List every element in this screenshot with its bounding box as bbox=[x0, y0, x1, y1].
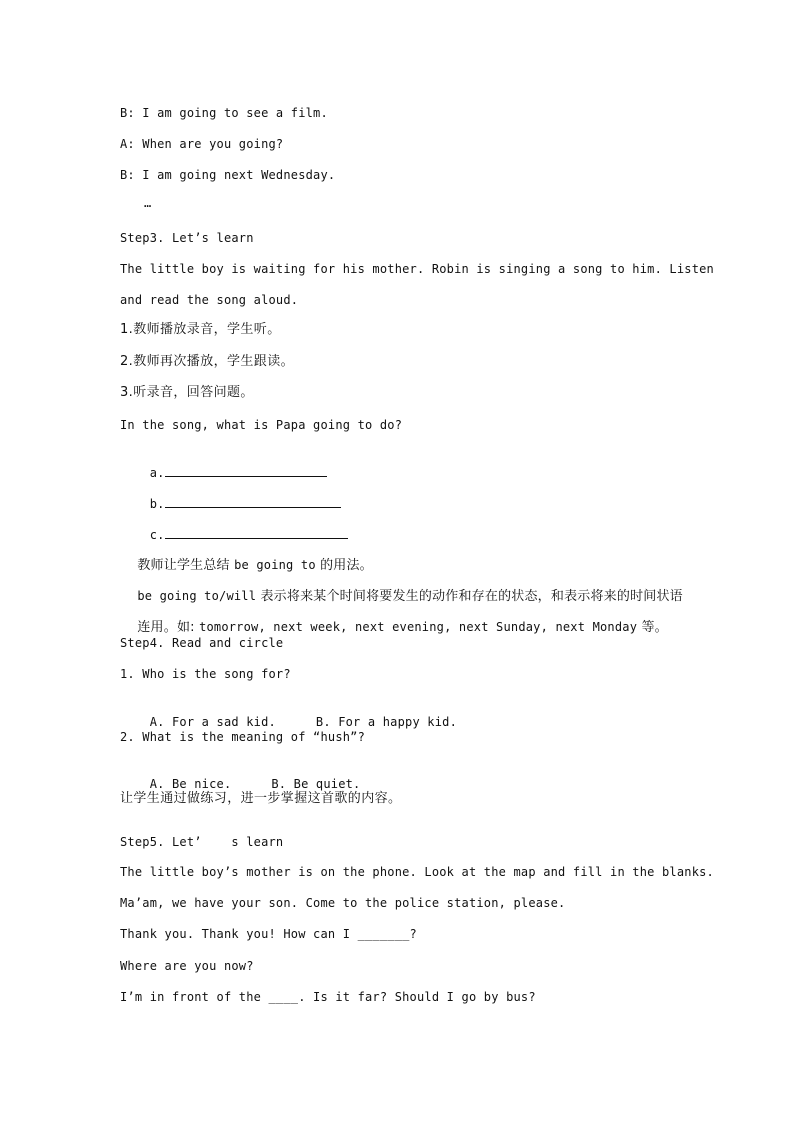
step3-usage-line-2-suffix: 等。 bbox=[637, 620, 668, 635]
step3-usage-line-1-rest: 表示将来某个时间将要发生的动作和存在的状态，和表示将来的时间状语 bbox=[256, 589, 683, 604]
step5-line-3: Where are you now? bbox=[120, 959, 254, 973]
dialogue-line-b2: B: I am going next Wednesday. bbox=[120, 168, 336, 182]
step3-intro-line-2: and read the song aloud. bbox=[120, 293, 299, 307]
step4-q2-option-b: B. Be quiet. bbox=[271, 777, 361, 791]
step5-intro: The little boy’s mother is on the phone. Look at the map and fill in the blanks. bbox=[120, 865, 714, 879]
dialogue-line-a1: A: When are you going? bbox=[120, 137, 284, 151]
step3-item-1: 1.教师播放录音，学生听。 bbox=[120, 322, 281, 337]
answer-blank-a-line bbox=[165, 464, 327, 477]
step5-line-2: Thank you. Thank you! How can I _______? bbox=[120, 927, 417, 941]
dialogue-line-b1: B: I am going to see a film. bbox=[120, 106, 328, 120]
step5-line-4: I’m in front of the ____. Is it far? Should I go by bus? bbox=[120, 990, 536, 1004]
step3-summary-term: be going to bbox=[234, 558, 316, 572]
step3-item-3: 3.听录音，回答问题。 bbox=[120, 385, 254, 400]
step5-heading: Step5. Let’ s learn bbox=[120, 835, 284, 849]
step3-question: In the song, what is Papa going to do? bbox=[120, 418, 403, 432]
step4-question-1: 1. Who is the song for? bbox=[120, 667, 291, 681]
step3-intro-line-1: The little boy is waiting for his mother. Robin is singing a song to him. Listen bbox=[120, 262, 714, 276]
step4-q1-option-a: A. For a sad kid. bbox=[149, 715, 276, 729]
step4-q1-option-b: B. For a happy kid. bbox=[315, 715, 457, 729]
step3-usage-line-2-prefix: 连用。如: bbox=[137, 620, 200, 635]
step3-summary-suffix: 的用法。 bbox=[315, 558, 373, 573]
answer-blank-b-line bbox=[165, 495, 341, 508]
step3-heading: Step3. Let’s learn bbox=[120, 231, 254, 245]
step4-note: 让学生通过做练习，进一步掌握这首歌的内容。 bbox=[120, 791, 402, 806]
answer-blank-c-line bbox=[165, 526, 348, 539]
answer-blank-a-label: a. bbox=[149, 466, 165, 480]
step5-line-1: Ma’am, we have your son. Come to the police station, please. bbox=[120, 896, 566, 910]
step4-question-2: 2. What is the meaning of “hush”? bbox=[120, 730, 366, 744]
step3-summary-prefix: 教师让学生总结 bbox=[137, 558, 235, 573]
step3-usage-examples: tomorrow, next week, next evening, next Sunday, next Monday bbox=[199, 620, 638, 634]
step4-heading: Step4. Read and circle bbox=[120, 636, 284, 650]
answer-blank-b-label: b. bbox=[149, 497, 165, 511]
dialogue-ellipsis: … bbox=[144, 196, 152, 210]
answer-blank-c-label: c. bbox=[149, 528, 165, 542]
step3-usage-term: be going to/will bbox=[137, 589, 257, 603]
step4-q2-option-a: A. Be nice. bbox=[149, 777, 232, 791]
step3-item-2: 2.教师再次播放，学生跟读。 bbox=[120, 354, 295, 369]
